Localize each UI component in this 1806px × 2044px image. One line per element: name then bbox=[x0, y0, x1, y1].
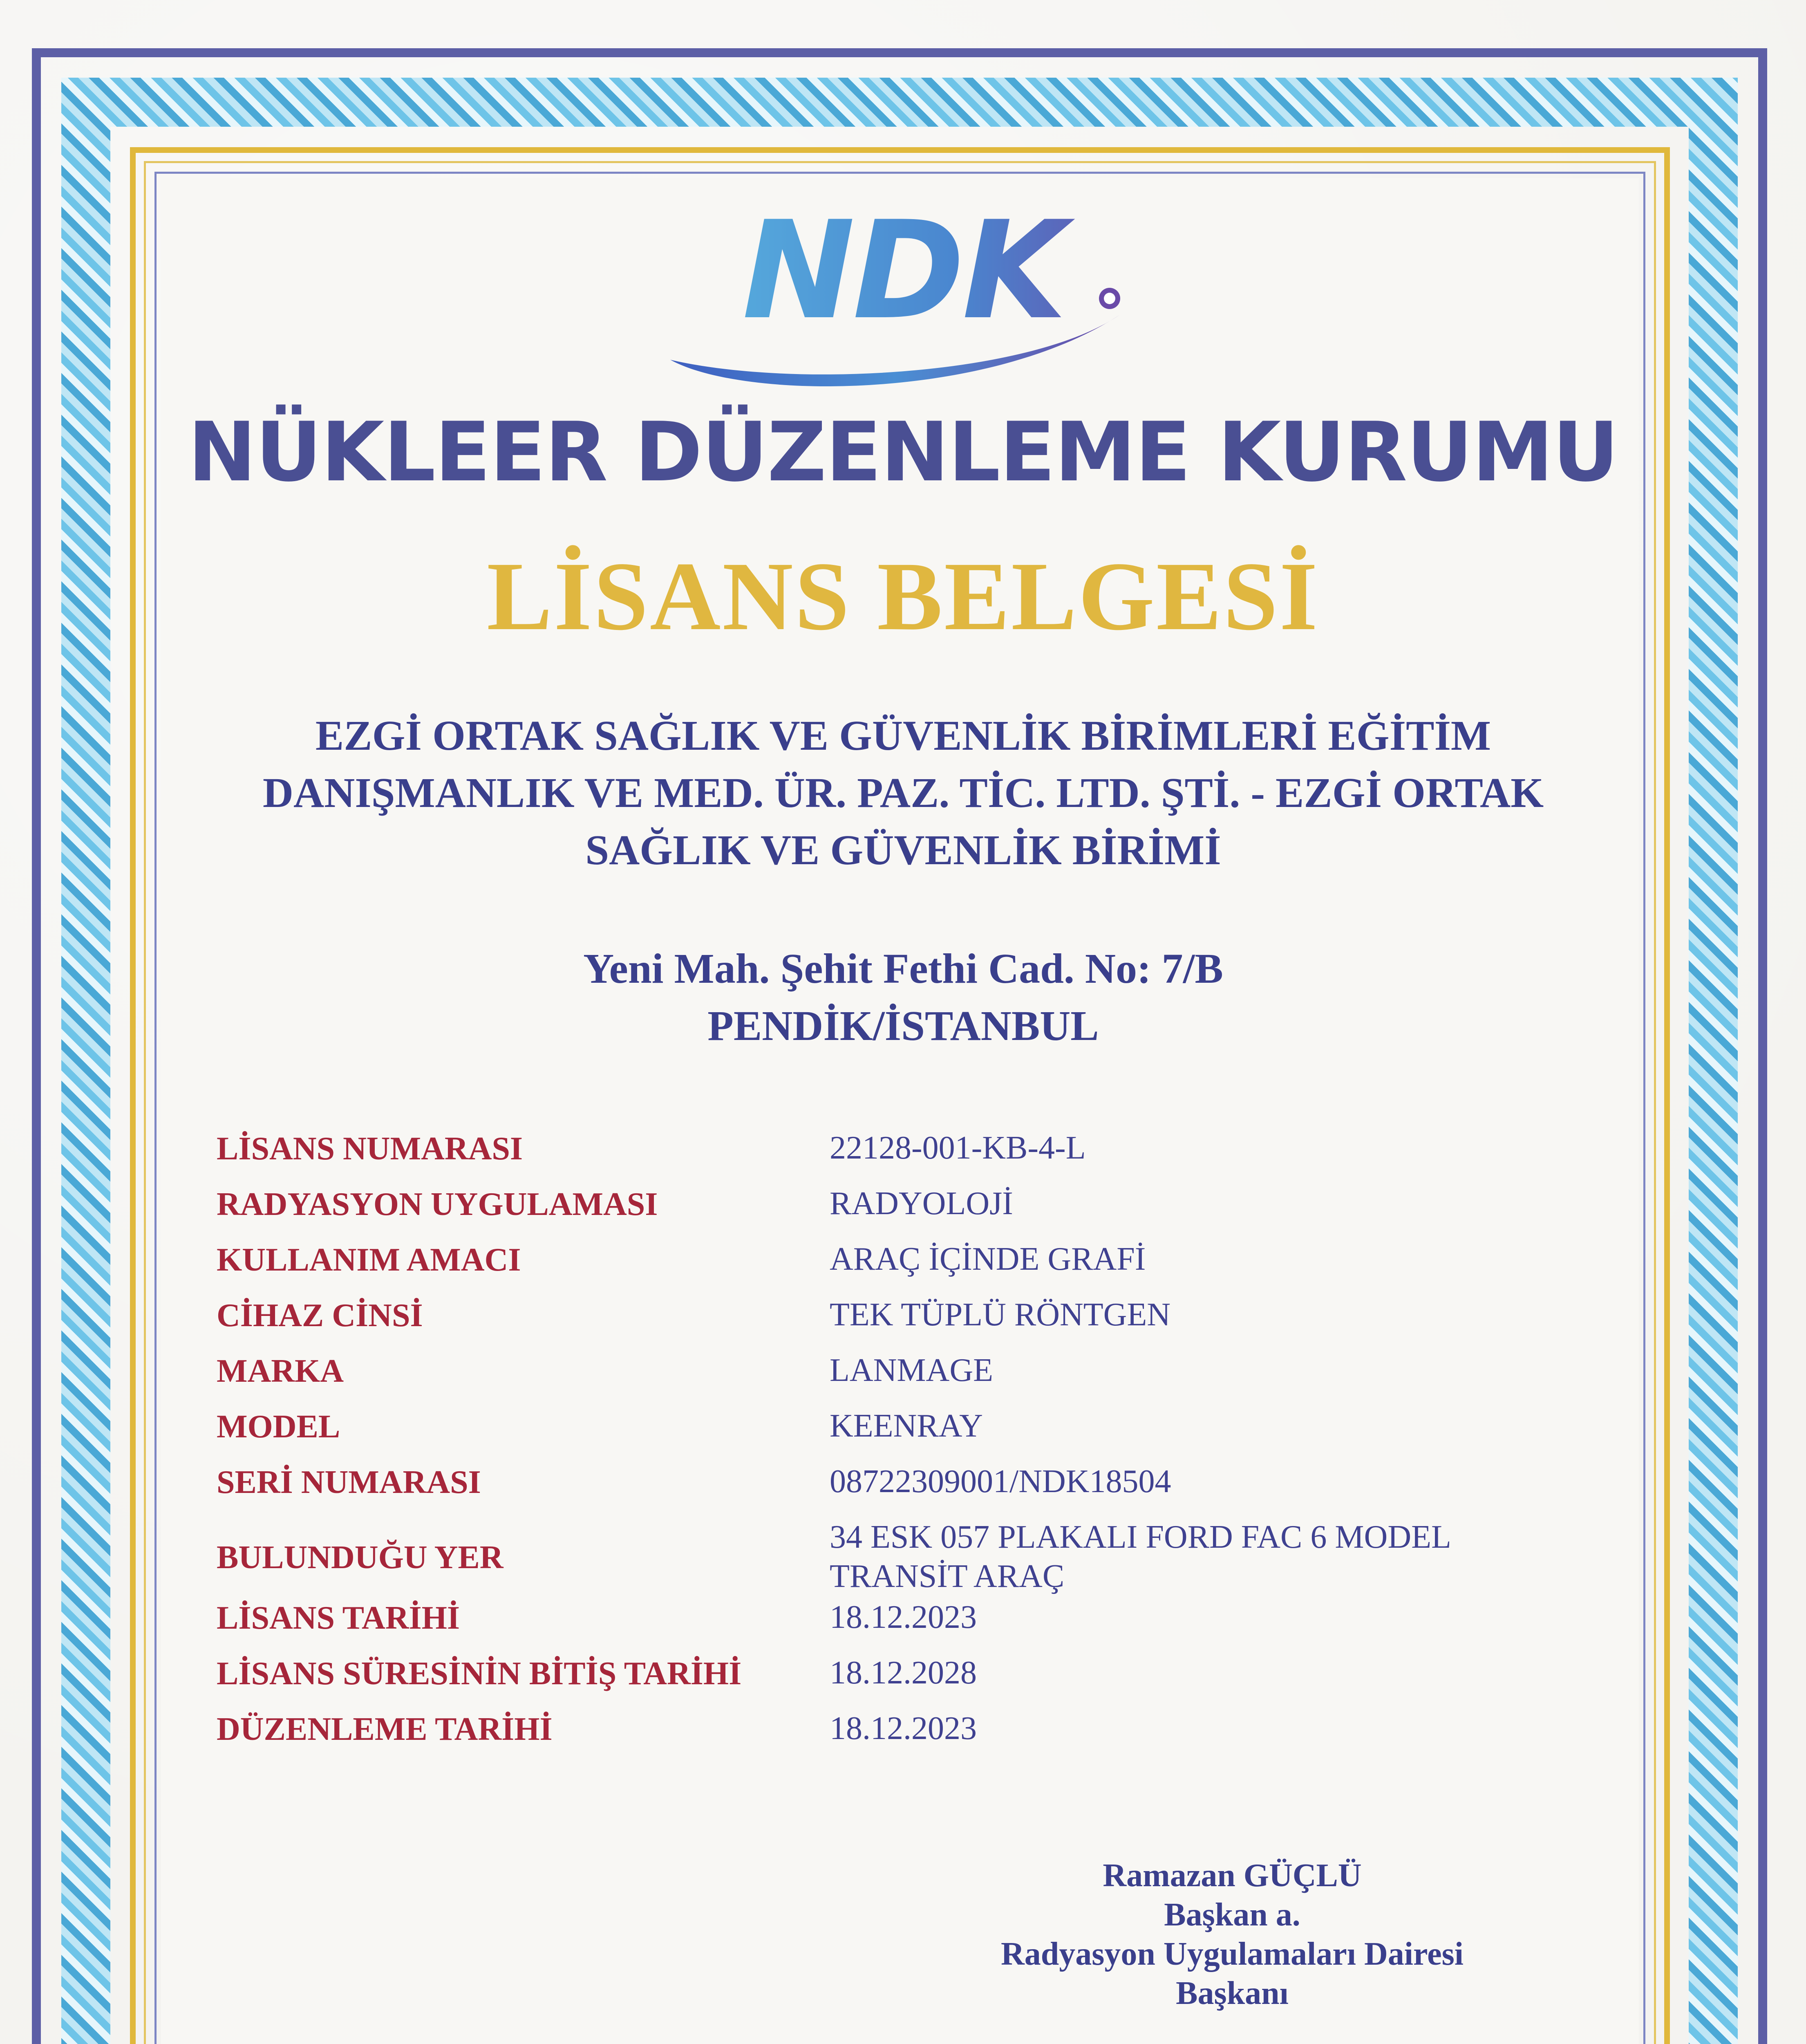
detail-value: TEK TÜPLÜ RÖNTGEN bbox=[830, 1297, 1171, 1333]
detail-value: 22128-001-KB-4-L bbox=[830, 1130, 1086, 1166]
detail-label: BULUNDUĞU YER bbox=[217, 1540, 504, 1576]
detail-value: RADYOLOJİ bbox=[830, 1186, 1013, 1221]
company-name bbox=[204, 707, 1602, 879]
detail-row-usage-purpose bbox=[217, 1239, 1565, 1295]
detail-value: KEENRAY bbox=[830, 1408, 983, 1444]
address-line-1: Yeni Mah. Şehit Fethi Cad. No: 7/B bbox=[583, 945, 1223, 992]
detail-row-serial-number bbox=[217, 1462, 1565, 1517]
detail-row-location bbox=[217, 1517, 1565, 1598]
detail-row-model bbox=[217, 1406, 1565, 1462]
detail-label: LİSANS TARİHİ bbox=[217, 1600, 460, 1636]
detail-label: RADYASYON UYGULAMASI bbox=[217, 1186, 658, 1222]
signatory-title-1: Başkan a. bbox=[1164, 1897, 1300, 1933]
detail-row-device-type bbox=[217, 1295, 1565, 1351]
license-details bbox=[217, 1128, 1565, 1764]
signatory-name: Ramazan GÜÇLÜ bbox=[1103, 1858, 1362, 1894]
detail-row-brand bbox=[217, 1351, 1565, 1406]
detail-value: LANMAGE bbox=[830, 1352, 993, 1388]
logo-text: NDK bbox=[638, 192, 1169, 349]
company-line-2: DANIŞMANLIK VE MED. ÜR. PAZ. TİC. LTD. ŞTİ. - EZGİ ORTAK bbox=[262, 769, 1544, 816]
company-line-1: EZGİ ORTAK SAĞLIK VE GÜVENLİK BİRİMLERİ EĞİTİM bbox=[315, 712, 1491, 759]
detail-label: MODEL bbox=[217, 1409, 340, 1445]
detail-label: CİHAZ CİNSİ bbox=[217, 1298, 423, 1334]
detail-row-license-date bbox=[217, 1598, 1565, 1653]
address-line-2: PENDİK/İSTANBUL bbox=[707, 1002, 1099, 1049]
detail-label: LİSANS SÜRESİNİN BİTİŞ TARİHİ bbox=[217, 1656, 742, 1692]
detail-label: DÜZENLEME TARİHİ bbox=[217, 1711, 553, 1747]
detail-value: 18.12.2023 bbox=[830, 1599, 977, 1635]
ndk-logo bbox=[638, 192, 1169, 405]
detail-label: LİSANS NUMARASI bbox=[217, 1131, 523, 1167]
detail-value: 08722309001/NDK18504 bbox=[830, 1464, 1171, 1499]
detail-label: SERİ NUMARASI bbox=[217, 1464, 481, 1500]
signatory-title-2: Radyasyon Uygulamaları Dairesi bbox=[1001, 1936, 1464, 1972]
detail-value: 18.12.2028 bbox=[830, 1655, 977, 1691]
detail-label: MARKA bbox=[217, 1353, 344, 1389]
location-line-2: TRANSİT ARAÇ bbox=[830, 1558, 1065, 1594]
signatory-title-3: Başkanı bbox=[1176, 1975, 1289, 2011]
detail-row-radiation-application bbox=[217, 1184, 1565, 1239]
signature-block bbox=[960, 1856, 1504, 2013]
organization-name: NÜKLEER DÜZENLEME KURUMU bbox=[188, 405, 1618, 500]
detail-row-license-number bbox=[217, 1128, 1565, 1184]
detail-value: 18.12.2023 bbox=[830, 1710, 977, 1746]
location-line-1: 34 ESK 057 PLAKALI FORD FAC 6 MODEL bbox=[830, 1519, 1451, 1555]
detail-label: KULLANIM AMACI bbox=[217, 1242, 521, 1278]
detail-row-issue-date bbox=[217, 1709, 1565, 1764]
company-address bbox=[204, 940, 1602, 1055]
detail-value bbox=[830, 1517, 1565, 1596]
detail-row-expiry-date bbox=[217, 1653, 1565, 1709]
detail-value: ARAÇ İÇİNDE GRAFİ bbox=[830, 1241, 1146, 1277]
document-title: LİSANS BELGESİ bbox=[487, 542, 1319, 650]
company-line-3: SAĞLIK VE GÜVENLİK BİRİMİ bbox=[585, 827, 1221, 874]
